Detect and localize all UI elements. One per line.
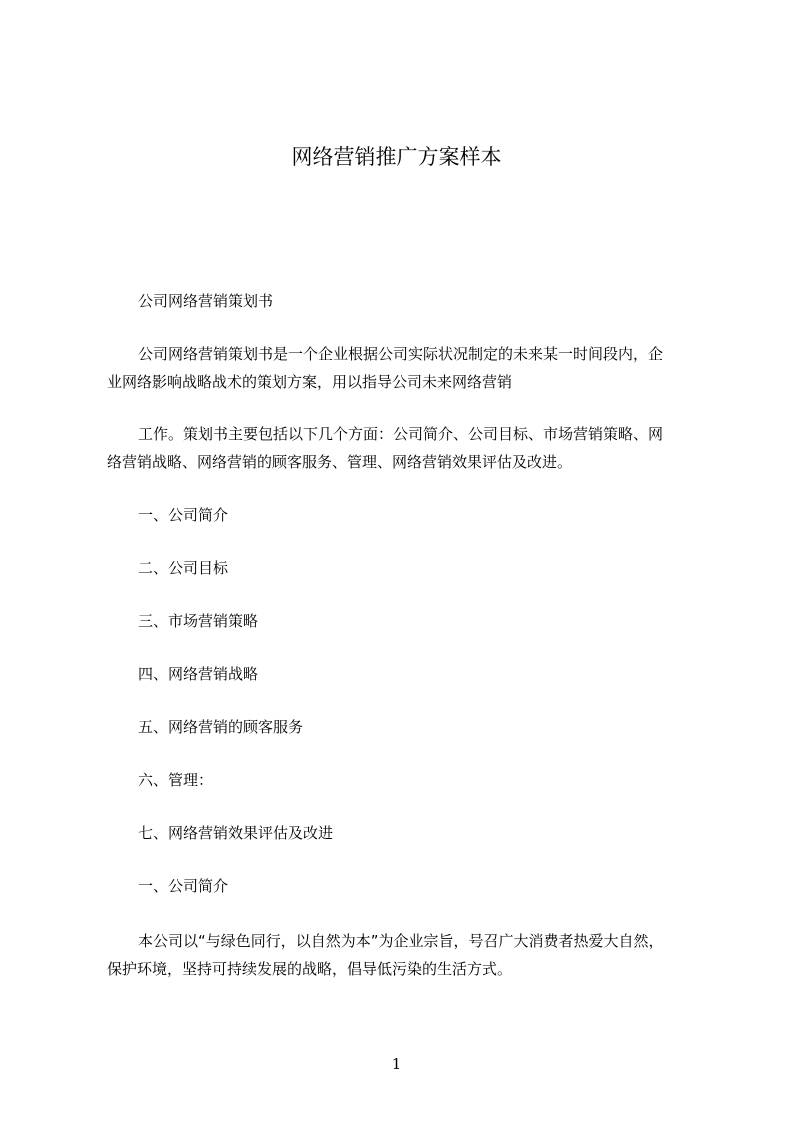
page-number: 1: [391, 1055, 402, 1073]
page-title: 网络营销推广方案样本: [291, 145, 502, 169]
company-intro-paragraph: [107, 927, 687, 983]
outline-item: 七、网络营销效果评估及改进: [138, 824, 334, 842]
outline-item: 一、公司简介: [138, 506, 229, 524]
outline-list: [138, 504, 333, 875]
intro-paragraph: [107, 340, 687, 396]
paragraph-line: 公司网络营销策划书是一个企业根据公司实际状况制定的未来某一时间段内，企: [138, 345, 664, 363]
paragraph-line: 络营销战略、网络营销的顾客服务、管理、网络营销效果评估及改进。: [107, 453, 573, 471]
paragraph-line: 工作。策划书主要包括以下几个方面：公司简介、公司目标、市场营销策略、网: [138, 425, 664, 443]
outline-item: 六、管理：: [138, 771, 214, 789]
paragraph-line: 业网络影响战略战术的策划方案，用以指导公司未来网络营销: [107, 373, 513, 391]
document-subheading: 公司网络营销策划书: [138, 292, 274, 310]
outline-item: 五、网络营销的顾客服务: [138, 718, 304, 736]
outline-item: 四、网络营销战略: [138, 665, 259, 683]
paragraph-line: 保护环境，坚持可持续发展的战略，倡导低污染的生活方式。: [107, 960, 513, 978]
paragraph-line: 本公司以“与绿色同行，以自然为本”为企业宗旨，号召广大消费者热爱大自然，: [138, 932, 664, 950]
outline-item: 二、公司目标: [138, 559, 229, 577]
section-heading: 一、公司简介: [138, 877, 229, 895]
scope-paragraph: [107, 420, 687, 476]
outline-item: 三、市场营销策略: [138, 612, 259, 630]
